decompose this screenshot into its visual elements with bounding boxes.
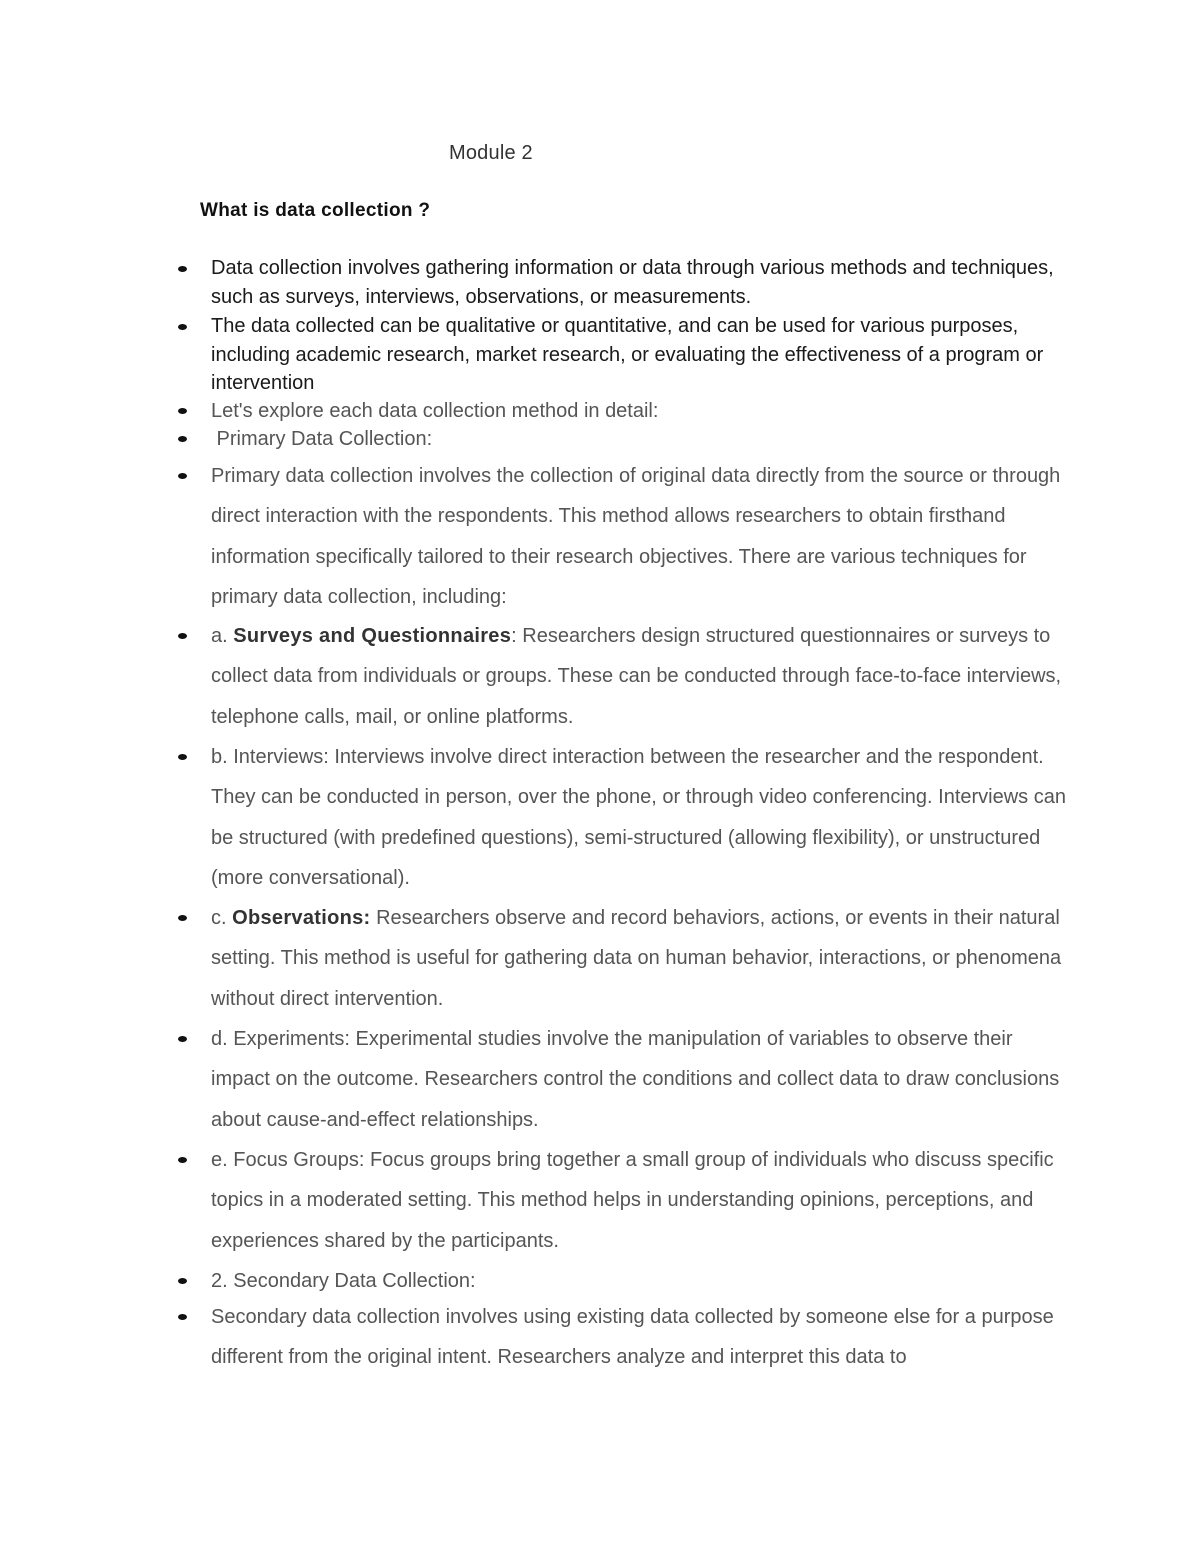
- list-item-text: e. Focus Groups: Focus groups bring together a small group of individuals who discuss specific topics in a moderated setting. This method helps in understanding opinions, perceptions, and experiences shared by the participants.: [211, 1149, 1054, 1252]
- list-item: [211, 616, 1071, 737]
- list-item: [211, 737, 1071, 898]
- list-item: [211, 456, 1071, 617]
- bullet-icon: [178, 915, 187, 921]
- list-item-text: 2. Secondary Data Collection:: [211, 1270, 476, 1292]
- bullet-icon: [178, 408, 187, 414]
- list-item-text: Primary data collection involves the collection of original data directly from the source or through direct interaction with the respondents. This method allows researchers to obtain firsthand information specifically tailored to their research objectives. There are various techniques for primary data collection, including:: [211, 465, 1061, 608]
- list-item: [211, 425, 1071, 453]
- list-item-text: d. Experiments: Experimental studies involve the manipulation of variables to observe their impact on the outcome. Researchers control the conditions and collect data to draw conclusions about cause-and-effect relationships.: [211, 1028, 1060, 1131]
- list-item: [211, 1261, 1071, 1301]
- list-item-text: Primary Data Collection:: [211, 428, 433, 450]
- module-title: Module 2: [449, 142, 533, 164]
- bullet-icon: [178, 1278, 187, 1284]
- bullet-icon: [178, 1314, 187, 1320]
- list-item-text: : Researchers design structured questionnaires or surveys to collect data from individuals or groups. These can be conducted through face-to-face interviews, telephone calls, mail, or online platforms.: [211, 625, 1062, 728]
- list-item: [211, 898, 1071, 1019]
- bullet-icon: [178, 633, 187, 639]
- bullet-icon: [178, 324, 187, 330]
- list-item: [211, 312, 1071, 398]
- list-item-prefix: c.: [211, 907, 233, 929]
- list-item: [211, 397, 1071, 425]
- list-item-text: Secondary data collection involves using existing data collected by someone else for a purpose different from the original intent. Researchers analyze and interpret this data to: [211, 1306, 1054, 1369]
- list-item-text: Researchers observe and record behaviors, actions, or events in their natural setting. This method is useful for gathering data on human behavior, interactions, or phenomena without direct intervention.: [211, 907, 1062, 1010]
- list-item: [211, 1297, 1071, 1378]
- bullet-icon: [178, 1036, 187, 1042]
- list-item-text: Data collection involves gathering information or data through various methods and techniques, such as surveys, interviews, observations, or measurements.: [211, 257, 1054, 308]
- list-item-bold-term: Observations:: [232, 907, 371, 929]
- bullet-icon: [178, 473, 187, 479]
- list-item-bold-term: Surveys and Questionnaires: [233, 625, 512, 647]
- list-item: [211, 1140, 1071, 1261]
- list-item-text: The data collected can be qualitative or quantitative, and can be used for various purposes, including academic research, market research, or evaluating the effectiveness of a program or intervention: [211, 315, 1044, 394]
- list-item-text: Let's explore each data collection method in detail:: [211, 400, 659, 422]
- bullet-icon: [178, 1157, 187, 1163]
- list-item: [211, 1019, 1071, 1140]
- list-item-prefix: a.: [211, 625, 234, 647]
- list-item-text: b. Interviews: Interviews involve direct interaction between the researcher and the respondent. They can be conducted in person, over the phone, or through video conferencing. Interviews can be structured (with predefined questions), semi-structured (allowing flexibility), or unstructured (more conversational).: [211, 746, 1066, 889]
- section-heading: What is data collection ?: [200, 200, 431, 221]
- bullet-icon: [178, 436, 187, 442]
- list-item: [211, 254, 1071, 311]
- bullet-icon: [178, 754, 187, 760]
- bullet-icon: [178, 266, 187, 272]
